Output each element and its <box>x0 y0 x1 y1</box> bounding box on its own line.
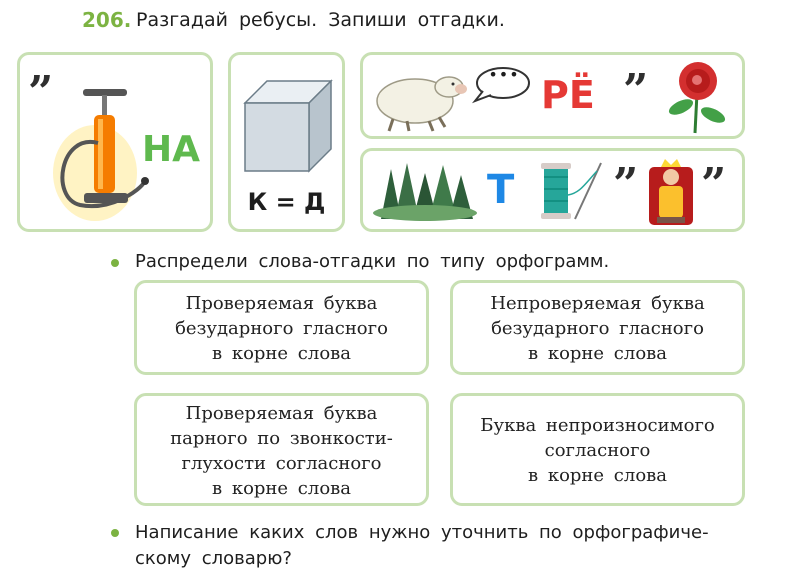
bullet <box>111 259 119 267</box>
category-uncheckable-vowel: Непроверяемая буква безударного гласного в корне слова <box>450 280 745 375</box>
cube-icon <box>243 79 333 174</box>
category-silent-consonant: Буква непроизносимого согласного в корне слова <box>450 393 745 506</box>
rebus-card-sheep <box>360 52 745 139</box>
rebus-card-cube <box>228 52 345 232</box>
instruction-distribute: Распредели слова-отгадки по типу орфограмм. <box>135 251 610 272</box>
quote-mark: ” <box>28 67 54 118</box>
exercise-number: 206. <box>82 8 132 32</box>
letter-substitution: К = Д <box>247 188 326 216</box>
category-checkable-vowel: Проверяемая буква безударного гласного в корне слова <box>134 280 429 375</box>
quote-mark: ” <box>623 65 649 116</box>
letter-t: Т <box>487 167 515 213</box>
rebus-card-forest <box>360 148 745 232</box>
sheep-icon <box>373 61 473 133</box>
rebus-card-pump <box>17 52 213 232</box>
pump-icon <box>40 83 150 228</box>
syllable-na: НА <box>142 129 200 170</box>
quote-mark: ” <box>701 159 727 210</box>
instruction-dictionary: Написание каких слов нужно уточнить по орфографиче- скому словарю? <box>135 522 709 569</box>
forest-icon <box>371 161 479 223</box>
letters-re: РЁ <box>541 73 595 117</box>
exercise-task: Разгадай ребусы. Запиши отгадки. <box>136 9 505 31</box>
quote-mark: ” <box>613 159 639 210</box>
thread-spool-icon <box>535 159 607 223</box>
bullet <box>111 529 119 537</box>
category-paired-consonant: Проверяемая буква парного по звонкости- глухости согласного в корне слова <box>134 393 429 506</box>
king-icon <box>647 157 695 227</box>
speech-dots: ••• <box>488 65 520 84</box>
rose-icon <box>661 59 735 135</box>
